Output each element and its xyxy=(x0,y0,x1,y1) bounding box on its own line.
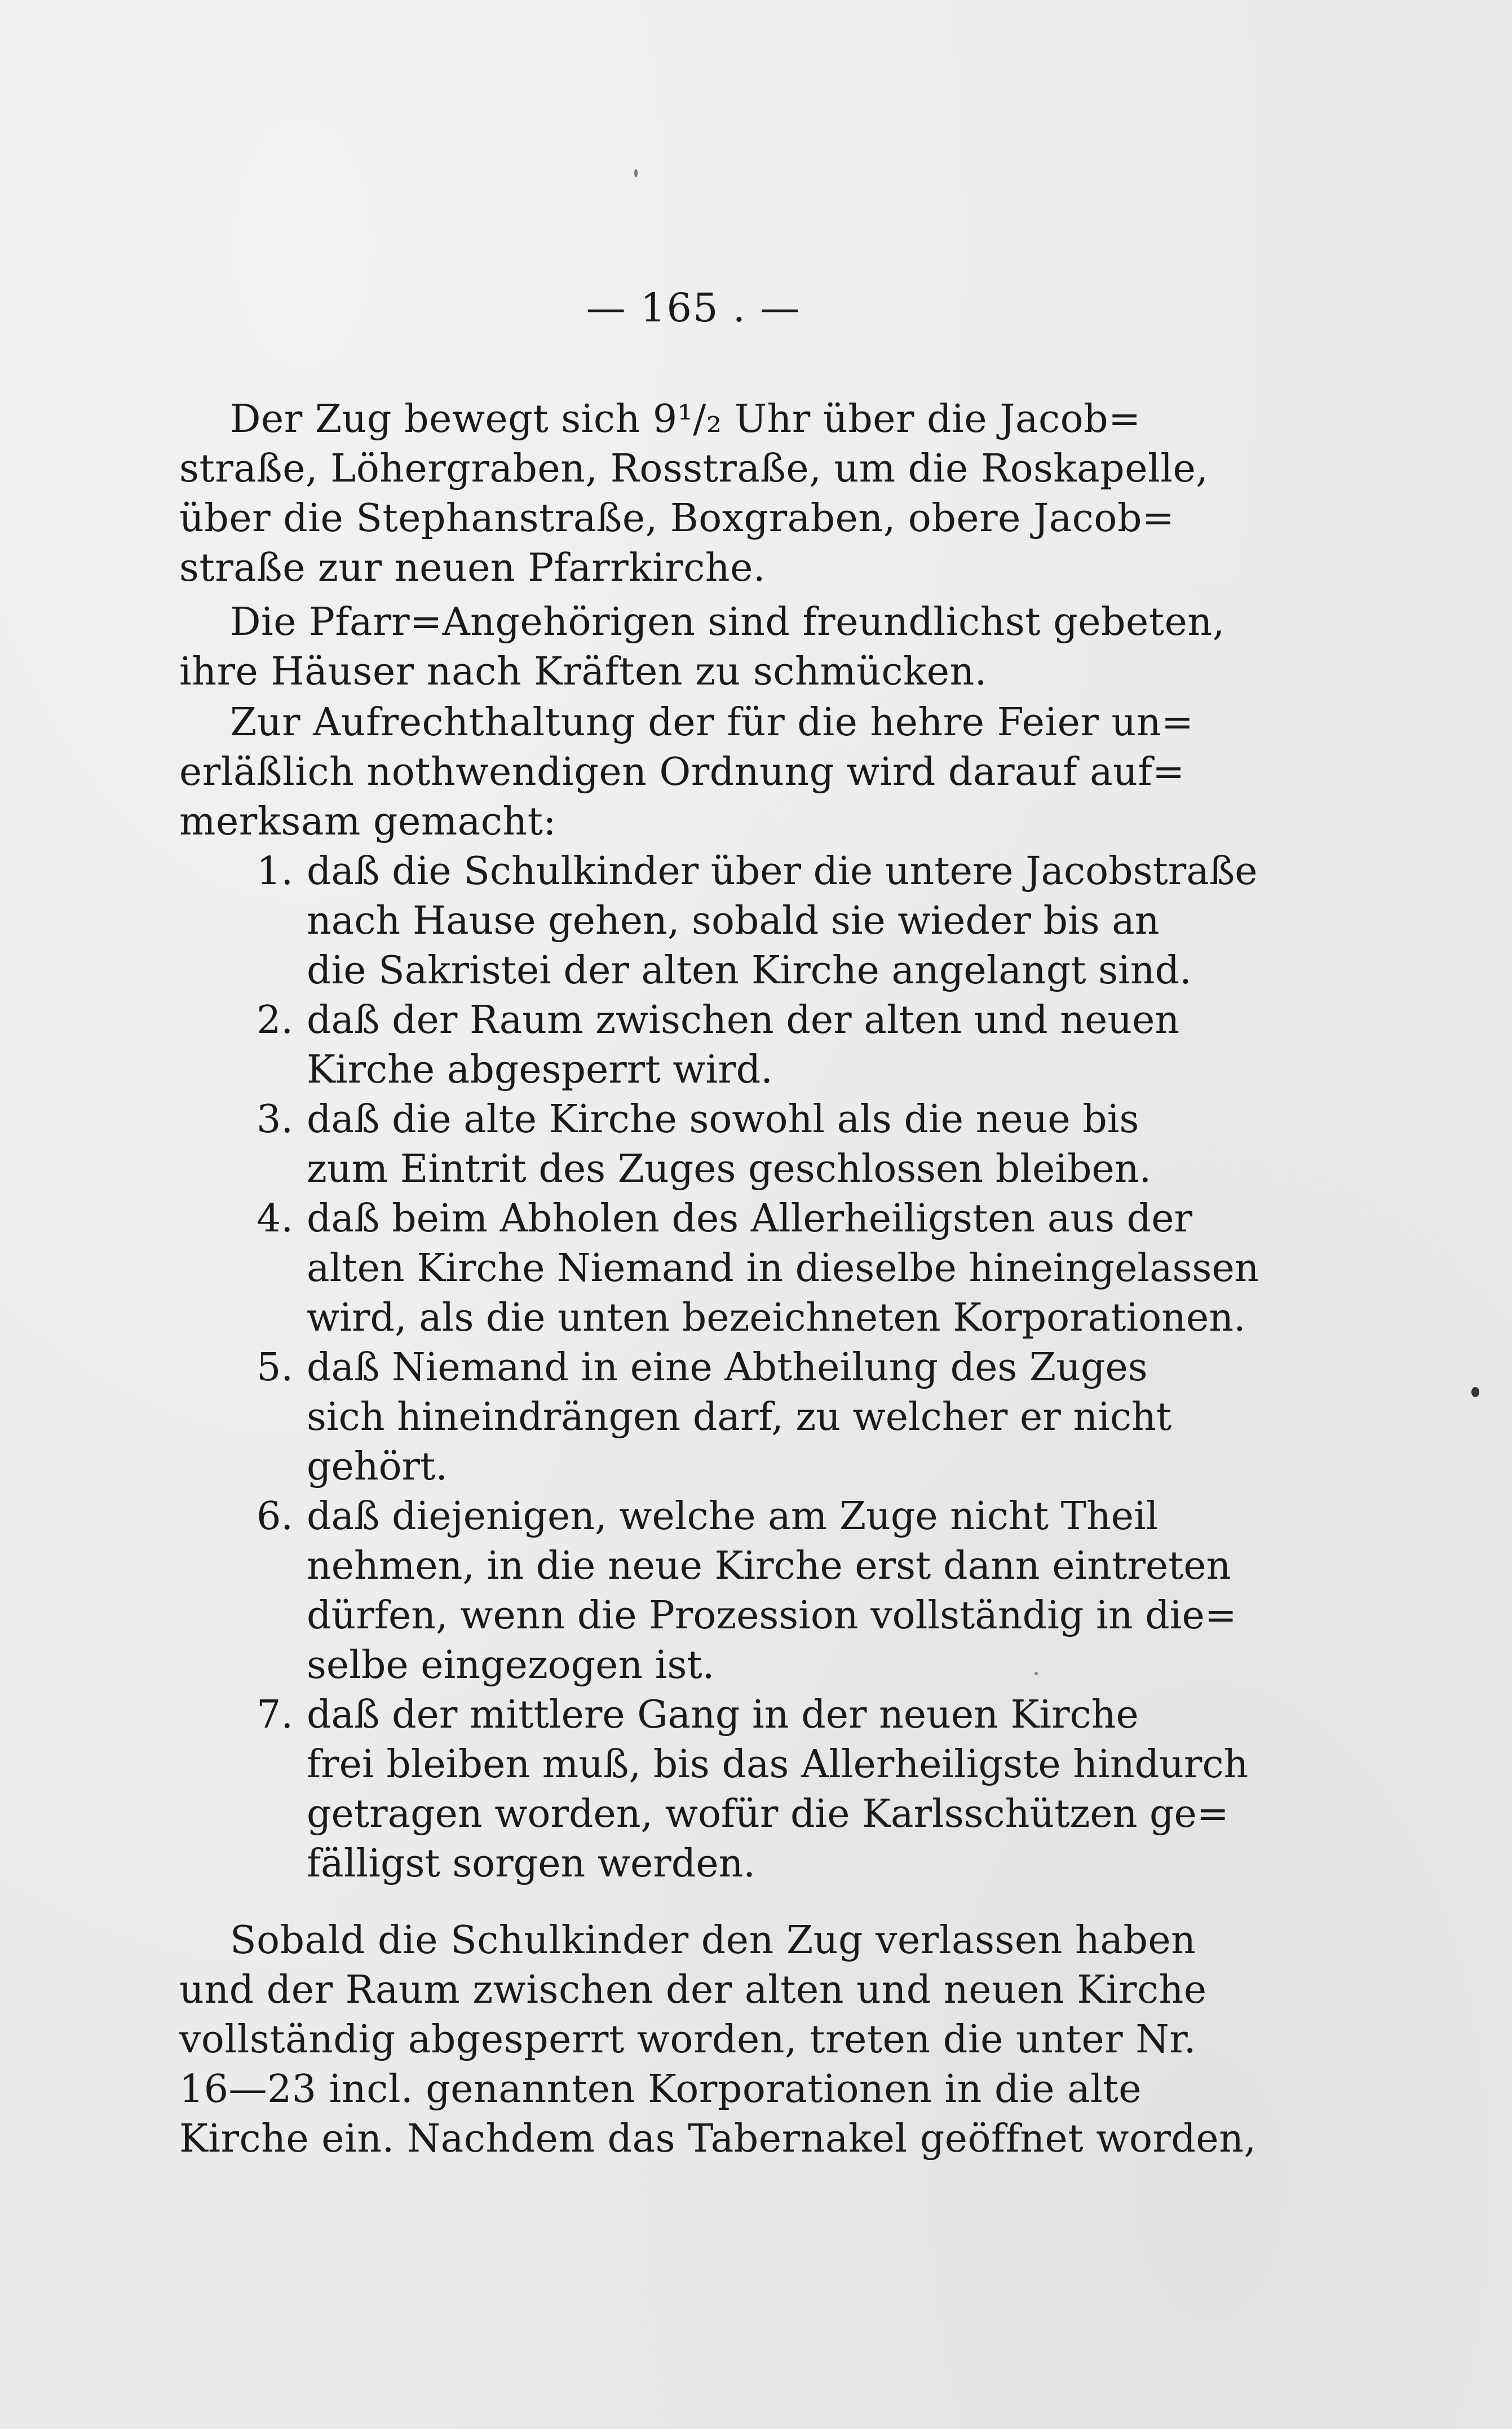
text-line: Zur Aufrechthaltung der für die hehre Feier un= xyxy=(230,700,1194,745)
ink-speck xyxy=(634,169,638,177)
page-number: — 165 . — xyxy=(586,285,801,331)
text-line: ihre Häuser nach Kräften zu schmücken. xyxy=(179,650,987,694)
list-item xyxy=(226,847,1258,996)
text-line: sich hineindrängen darf, zu welcher er nicht xyxy=(307,1395,1172,1439)
text-line: Sobald die Schulkinder den Zug verlassen haben xyxy=(230,1918,1196,1963)
text-line: zum Eintrit des Zuges geschlossen bleiben. xyxy=(307,1147,1152,1191)
paragraph-procession-route xyxy=(179,395,1209,593)
text-line: merksam gemacht: xyxy=(179,800,556,844)
text-line: nach Hause gehen, sobald sie wieder bis an xyxy=(307,899,1160,943)
paragraph-order-notice xyxy=(179,698,1200,847)
paragraph-decoration-request xyxy=(179,598,1225,697)
text-line: daß die alte Kirche sowohl als die neue bis xyxy=(307,1097,1139,1142)
paragraph-closing xyxy=(179,1916,1257,2164)
text-line: selbe eingezogen ist. xyxy=(307,1643,715,1688)
text-line: gehört. xyxy=(307,1445,448,1489)
text-line: frei bleiben muß, bis das Allerheiligste hindurch xyxy=(307,1742,1249,1787)
numbered-rules-list xyxy=(226,847,1259,1889)
ink-speck xyxy=(1034,1672,1038,1675)
list-number: 3. xyxy=(257,1097,293,1142)
text-line: über die Stephanstraße, Boxgraben, obere Jacob= xyxy=(179,496,1175,541)
text-line: und der Raum zwischen der alten und neuen Kirche xyxy=(179,1968,1207,2012)
text-line: fälligst sorgen werden. xyxy=(307,1841,755,1886)
list-number: 4. xyxy=(257,1196,293,1241)
list-item xyxy=(226,1690,1249,1889)
text-line: Kirche ein. Nachdem das Tabernakel geöffnet worden, xyxy=(179,2117,1257,2161)
text-line: daß diejenigen, welche am Zuge nicht Theil xyxy=(307,1494,1159,1539)
text-line: daß der Raum zwischen der alten und neuen xyxy=(307,998,1180,1043)
text-line: daß der mittlere Gang in der neuen Kirche xyxy=(307,1693,1139,1737)
list-number: 6. xyxy=(257,1494,293,1539)
text-line: nehmen, in die neue Kirche erst dann eintreten xyxy=(307,1544,1231,1588)
text-line: alten Kirche Niemand in dieselbe hineingelassen xyxy=(307,1246,1259,1291)
text-line: vollständig abgesperrt worden, treten die unter Nr. xyxy=(179,2017,1196,2062)
list-number: 2. xyxy=(257,998,293,1043)
list-item xyxy=(226,1095,1206,1194)
ink-speck xyxy=(1471,1387,1479,1397)
list-item xyxy=(226,1343,1206,1492)
text-line: getragen worden, wofür die Karlsschützen ge= xyxy=(307,1792,1229,1836)
text-line: daß die Schulkinder über die untere Jacobstraße xyxy=(307,849,1258,894)
text-line: 16—23 incl. genannten Korporationen in die alte xyxy=(179,2067,1142,2112)
list-item xyxy=(226,1194,1259,1343)
text-line: wird, als die unten bezeichneten Korporationen. xyxy=(307,1296,1246,1340)
text-line: daß Niemand in eine Abtheilung des Zuges xyxy=(307,1345,1148,1390)
list-number: 5. xyxy=(257,1345,293,1390)
list-number: 7. xyxy=(257,1693,293,1737)
text-line: straße, Löhergraben, Rosstraße, um die Roskapelle, xyxy=(179,447,1209,491)
text-line: Kirche abgesperrt wird. xyxy=(307,1048,773,1092)
text-line: straße zur neuen Pfarrkirche. xyxy=(179,546,766,590)
text-line: dürfen, wenn die Prozession vollständig in die= xyxy=(307,1593,1237,1638)
list-number: 1. xyxy=(257,849,293,894)
text-line: Der Zug bewegt sich 9¹/₂ Uhr über die Jacob= xyxy=(230,397,1141,441)
list-item xyxy=(226,1492,1237,1690)
text-line: die Sakristei der alten Kirche angelangt sind. xyxy=(307,948,1192,993)
list-item xyxy=(226,996,1206,1095)
text-line: daß beim Abholen des Allerheiligsten aus der xyxy=(307,1196,1192,1241)
text-line: Die Pfarr=Angehörigen sind freundlichst gebeten, xyxy=(230,600,1225,644)
text-line: erläßlich nothwendigen Ordnung wird darauf auf= xyxy=(179,750,1185,794)
